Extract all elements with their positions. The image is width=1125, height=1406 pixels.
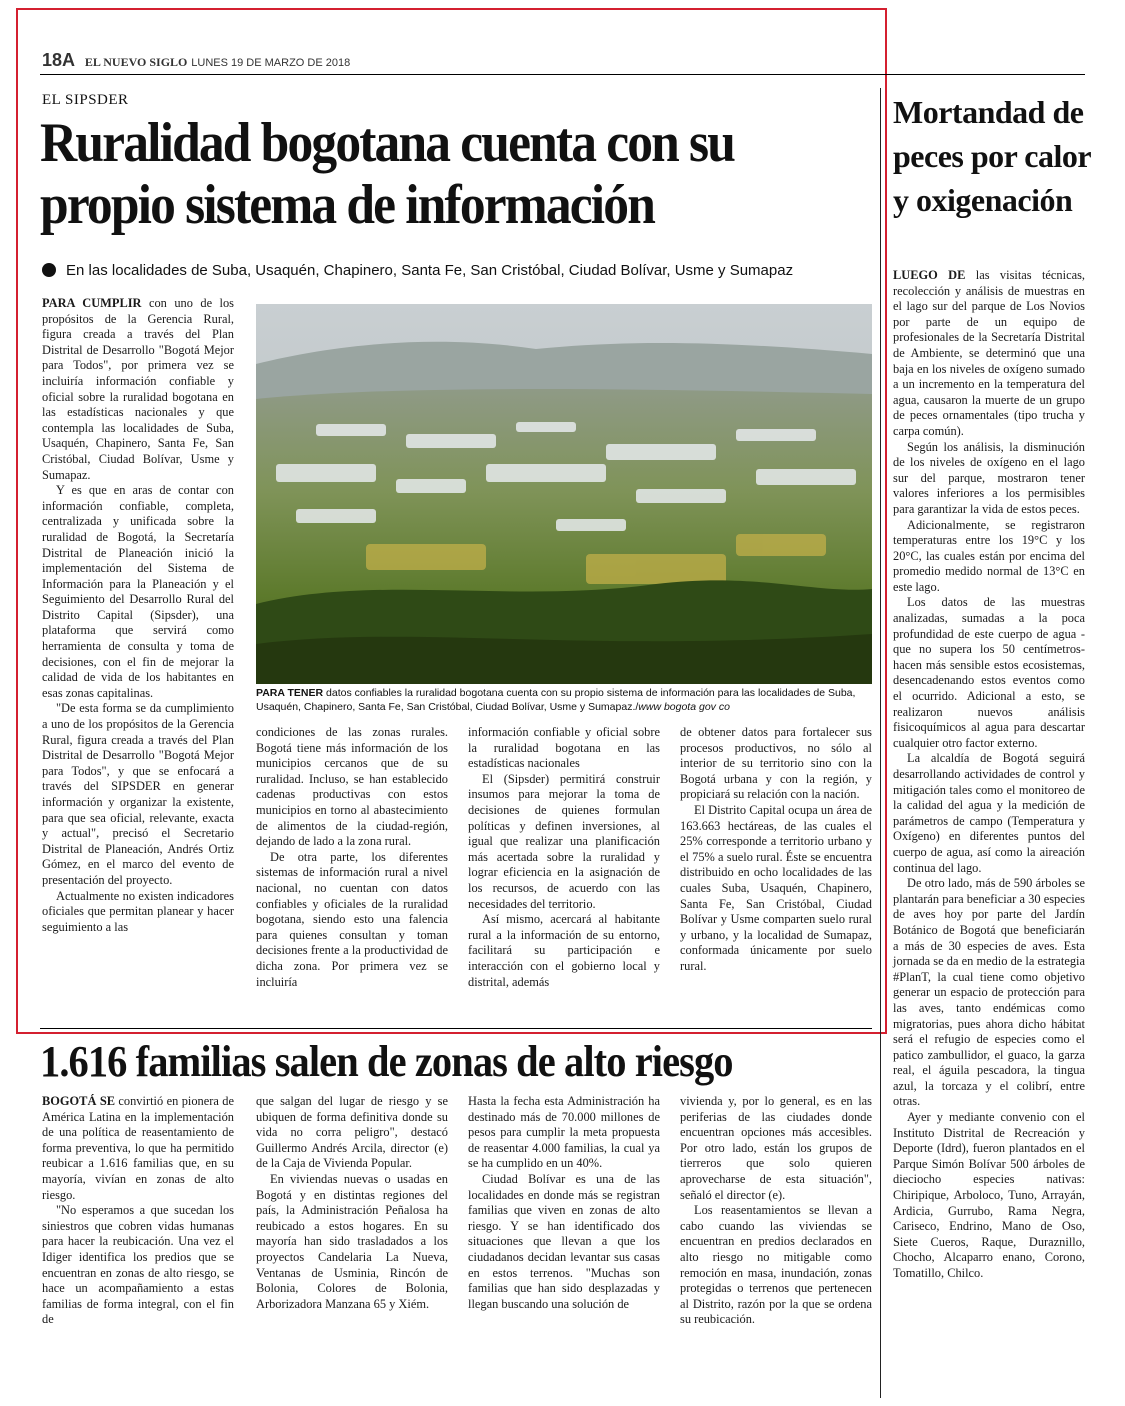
side-article-body (893, 268, 1085, 1282)
paragraph: El (Sipsder) permitirá construir insumos para mejorar la toma de decisiones de quienes formulan políticas y definen inversiones, al igual que realizar una planificación más acertada sobre la ruralidad y lograr eficiencia en la asignación de los recursos, de acuerdo con las necesidades del territorio. (468, 771, 660, 911)
second-column-1 (42, 1094, 234, 1328)
main-column-3 (468, 725, 660, 990)
paragraph: La alcaldía de Bogotá seguirá desarrollando actividades de control y mitigación tales como el monitoreo de la calidad del agua y la medición de parámetros de campo (Temperatura y Oxígeno) en diferentes puntos del cuerpo de agua, así como la aireación continua del lago. (893, 751, 1085, 875)
paragraph: Los reasentamientos se llevan a cabo cuando las viviendas se encuentran en predios declarados en alto riesgo no mitigable como remoción en masa, inundación, zonas protegidas o terrenos que pertenecen al Distrito, razón por la que se ordena su reubicación. (680, 1203, 872, 1327)
paragraph: De otra parte, los diferentes sistemas de información rural a nivel nacional, no cuentan con datos confiables y oficiales de la ruralidad bogotana, siendo esto una falencia para quienes consultan y toman decisiones frente a la productividad de dicha zona. Por primera vez se incluiría (256, 849, 448, 989)
paragraph: Hasta la fecha esta Administración ha destinado más de 70.000 millones de pesos para cumplir la meta propuesta de reasentar 4.000 familias, la cual ya se ha cumplido en un 40%. (468, 1094, 660, 1171)
lead-in: LUEGO DE (893, 268, 966, 282)
side-headline: Mortandad de peces por calor y oxigenación (893, 94, 1091, 218)
kicker: EL SIPSDER (42, 92, 129, 108)
publication-date: LUNES 19 DE MARZO DE 2018 (191, 57, 351, 69)
paragraph: Los datos de las muestras analizadas, sumadas a la poca profundidad de este cuerpo de agua -que no supera los 50 centímetros- hacen más sensible estos ecosistemas, desencadenando estos eventos como el ocurrido. Adicional a esto, se realizaron nuevos análisis fisicoquímicos al agua para descartar cualquier otro factor externo. (893, 595, 1085, 750)
folio-rule (40, 74, 1085, 75)
paragraph: de obtener datos para fortalecer sus procesos productivos, no sólo al interior de su territorio sino con la Bogotá urbana y con la región, y propiciará su relación con la nación. (680, 725, 872, 802)
paragraph: Según los análisis, la disminución de los niveles de oxígeno en el lago sur del parque, mostraron tener valores inferiores a los permisibles para garantizar la vida de estos peces. (893, 439, 1085, 516)
bullet-icon (42, 263, 56, 277)
publication-name: EL NUEVO SIGLO (84, 55, 188, 69)
page-folio (42, 50, 350, 71)
landscape-photo (256, 304, 872, 684)
paragraph: De otro lado, más de 590 árboles se plantarán para beneficiar a 30 especies de aves hoy por parte del Jardín Botánico de Bogotá que beneficiarán a más de 30 especies de aves. Esta jornada se da en medio de la estrategia #PlanT, la cual tiene como objetivo generar un espacio de protección para las aves, tanto endémicas como migratorias, pues ahora dicho hábitat será el refugio de especies como el patico zambullidor, el guaco, la garza real, el águila pescadora, la tingua azul, la torcaza y el colibrí, entre otras. (893, 876, 1085, 1109)
paragraph: Actualmente no existen indicadores oficiales que permitan planear y hacer seguimiento a las (42, 888, 234, 934)
paragraph: condiciones de las zonas rurales. Bogotá tiene más información de los municipios cercanos que de su ruralidad. Incluso, se han establecido cadenas productivas con estos municipios en torno al abastecimiento de alimentos de la ciudad-región, dejando de lado a la zona rural. (256, 725, 448, 849)
paragraph: Ayer y mediante convenio con el Instituto Distrital de Recreación y Deporte (Idrd), fueron plantados en el Parque Simón Bolívar 500 árboles de dieciocho especies nativas: Chiripique, Arboloco, Tuno, Arrayán, Ardicia, Gurrubo, Rama Negra, Cariseco, Endrino, Mano de Oso, Siete Cueros, Raque, Duraznillo, Chocho, Alcaparro enano, Corono, Tomatillo, Chilco. (893, 1110, 1085, 1280)
section-rule (40, 1028, 872, 1029)
paragraph: El Distrito Capital ocupa un área de 163.663 hectáreas, de las cuales el 25% corresponde a territorio urbano y el 75% a suelo rural. Éste se encuentra distribuido en ocho localidades de las cuales Suba, Usaquén, Chapinero, Santa Fe, San Cristóbal, Ciudad Bolívar y Usme comparten suelo rural y urbano, y la localidad de Sumapaz, conformada únicamente por suelo rural. (680, 802, 872, 973)
subheadline (42, 262, 872, 279)
main-column-1 (42, 296, 234, 935)
paragraph: En viviendas nuevas o usadas en Bogotá y en distintas regiones del país, la Administración Peñalosa ha reubicado a estos hogares. En su mayoría han sido trasladados a los proyectos Candelaria La Nueva, Ventanas de Usminia, Rincón de Bolonia, Colores de Bolonia, Arborizadora Manzana 65 y Xiém. (256, 1171, 448, 1311)
paragraph: Adicionalmente, se registraron temperaturas entre los 19°C y los 20°C, las cuales están por encima del promedio medido normal de 13°C en este lago. (893, 517, 1085, 594)
page-number: 18A (42, 50, 76, 70)
main-headline: Ruralidad bogotana cuenta con su propio sistema de información (40, 112, 735, 236)
second-column-2 (256, 1094, 448, 1312)
lead-in: BOGOTÁ SE (42, 1094, 115, 1108)
paragraph: que salgan del lugar de riesgo y se ubiquen de forma definitiva donde su vida no corra peligro", destacó Guillermo Andrés Arcila, director (e) de la Caja de Vivienda Popular. (256, 1094, 448, 1171)
paragraph: "No esperamos a que sucedan los siniestros que cobren vidas humanas para hacer la reubicación. Una vez el Idiger identifica los predios que se encuentran en zonas de alto riesgo, se hace un acompañamiento a estas familias de forma integral, con el fin de (42, 1203, 234, 1327)
caption-source: www bogota gov co (638, 701, 730, 713)
main-column-2 (256, 725, 448, 990)
paragraph: información confiable y oficial sobre la ruralidad bogotana en las estadísticas nacionales (468, 725, 660, 771)
paragraph: con uno de los propósitos de la Gerencia Rural, figura creada a través del Plan Distrital de Desarrollo "Bogotá Mejor para Todos", por primera vez se incluiría información confiable y oficial sobre la ruralidad bogotana en las estadísticas nacionales y que contempla las localidades de Suba, Usaquén, Chapinero, Santa Fe, San Cristóbal, Ciudad Bolívar, Usme y Sumapaz. (42, 296, 234, 482)
paragraph: Y es que en aras de contar con información confiable, completa, centralizada y unificada sobre la ruralidad de Bogotá, la Secretaría Distrital de Planeación inició la implementación del Sistema de Información para la Planeación y el Seguimiento del Desarrollo Rural del Distrito Capital (Sipsder), una plataforma que servirá como herramienta de consulta y toma de decisiones, con el fin de mejorar la calidad de vida de los habitantes en esas zonas capitalinas. (42, 483, 234, 700)
paragraph: "De esta forma se da cumplimiento a uno de los propósitos de la Gerencia Rural, figura creada a través del Plan Distrital de Desarrollo "Bogotá Mejor para Todos", y que se enfocará a través del SIPSDER en generar información y organizar la existente, para que sea oficial, relevante, exacta y actual", precisó el Secretario Distrital de Planeación, Andrés Ortiz Gómez, en el marco del evento de presentación del proyecto. (42, 701, 234, 887)
column-divider (880, 88, 881, 1398)
paragraph: Así mismo, acercará al habitante rural a la información de su entorno, facilitará su participación e interacción con el gobierno local y distrital, además (468, 912, 660, 989)
paragraph: vivienda y, por lo general, es en las periferias de las ciudades donde encuentran opciones más accesibles. Por otro lado, están los grupos de tierreros que solo quieren aprovecharse de esta situación", señaló el director (e). (680, 1094, 872, 1202)
paragraph: las visitas técnicas, recolección y análisis de muestras en el lago sur del parque de Los Novios por parte de un equipo de profesionales de la Secretaría Distrital de Ambiente, se determinó que una baja en los niveles de oxígeno sumado a un incremento en la temperatura del agua, causaron la muerte de un grupo de peces ornamentales (tipo trucha y carpa común). (893, 268, 1085, 438)
subheadline-text: En las localidades de Suba, Usaquén, Chapinero, Santa Fe, San Cristóbal, Ciudad Bolívar, Usme y Sumapaz (66, 262, 794, 279)
lead-in: PARA CUMPLIR (42, 296, 142, 310)
paragraph: Ciudad Bolívar es una de las localidades en donde más se registran familias que viven en zonas de alto riesgo. Y se han identificado dos situaciones que llevan a que los ciudadanos decidan levantar sus casas en estos terrenos. "Muchas son familias que han sido desplazadas y llegan buscando una solución de (468, 1171, 660, 1311)
second-headline: 1.616 familias salen de zonas de alto riesgo (40, 1037, 733, 1086)
second-column-4 (680, 1094, 872, 1328)
second-column-3 (468, 1094, 660, 1312)
caption-text: datos confiables la ruralidad bogotana cuenta con su propio sistema de información para las localidades de Suba, Usaquén, Chapinero, Santa Fe, San Cristóbal, Ciudad Bolívar, Usme y Sumapaz./ (256, 687, 856, 713)
main-column-4 (680, 725, 872, 975)
photo-caption (256, 686, 872, 714)
caption-lead: PARA TENER (256, 687, 324, 699)
paragraph: convirtió en pionera de América Latina en la implementación de una política de reasentamiento de forma preventiva, lo que ha permitido reubicar a 1.616 familias que, en su mayoría, vivían en zonas de alto riesgo. (42, 1094, 234, 1202)
